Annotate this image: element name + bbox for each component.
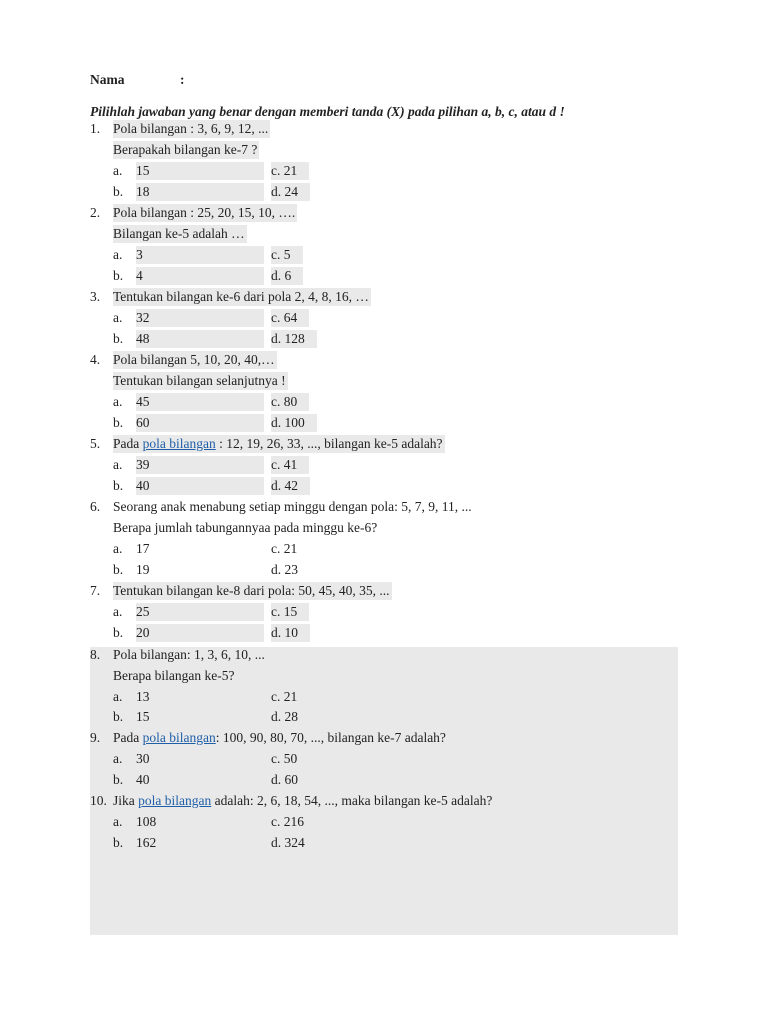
question-number: 1. — [90, 121, 101, 136]
option-c[interactable]: c. 21 — [271, 541, 298, 556]
option-a[interactable]: 3 — [136, 246, 264, 264]
nama-field — [90, 72, 185, 88]
question-text-post: : 100, 90, 80, 70, ..., bilangan ke-7 adalah? — [215, 730, 446, 745]
question-9-options-bd — [0, 771, 768, 789]
question-text: Pola bilangan : 25, 20, 15, 10, …. — [113, 205, 296, 220]
nama-label: Nama — [90, 72, 125, 87]
question-2-options-ac — [0, 246, 768, 264]
question-text-pre: Pada — [113, 436, 143, 451]
option-a[interactable]: 13 — [136, 689, 150, 704]
question-8 — [0, 646, 768, 664]
option-c[interactable]: c. 64 — [271, 309, 309, 327]
option-b-label: b. — [113, 562, 124, 577]
option-d[interactable]: d. 100 — [271, 414, 317, 432]
question-8-options-ac — [0, 688, 768, 706]
question-4 — [0, 351, 768, 369]
pola-bilangan-link[interactable]: pola bilangan — [142, 436, 216, 451]
question-1-line-2 — [0, 141, 768, 159]
option-b[interactable]: 19 — [136, 562, 150, 577]
option-d[interactable]: d. 128 — [271, 330, 317, 348]
option-b[interactable]: 40 — [136, 477, 264, 495]
question-10-options-bd — [0, 834, 768, 852]
question-3-options-ac — [0, 309, 768, 327]
question-5-options-ac — [0, 456, 768, 474]
option-b[interactable]: 60 — [136, 414, 264, 432]
question-8-line-2 — [0, 667, 768, 685]
option-c[interactable]: c. 41 — [271, 456, 309, 474]
option-c[interactable]: c. 15 — [271, 603, 309, 621]
question-3 — [0, 288, 768, 306]
option-c[interactable]: c. 21 — [271, 689, 298, 704]
pola-bilangan-link[interactable]: pola bilangan — [138, 793, 212, 808]
question-text: Seorang anak menabung setiap minggu dengan pola: 5, 7, 9, 11, ... — [113, 499, 472, 514]
option-c[interactable]: c. 50 — [271, 751, 298, 766]
option-b[interactable]: 20 — [136, 624, 264, 642]
option-a[interactable]: 17 — [136, 541, 150, 556]
question-number: 8. — [90, 647, 101, 662]
option-d[interactable]: d. 23 — [271, 562, 298, 577]
question-text — [113, 729, 448, 747]
option-a-label: a. — [113, 604, 123, 619]
question-9-options-ac — [0, 750, 768, 768]
option-b[interactable]: 162 — [136, 835, 157, 850]
question-number: 10. — [90, 793, 107, 808]
option-a[interactable]: 108 — [136, 814, 157, 829]
question-text: Bilangan ke-5 adalah … — [113, 226, 245, 241]
option-a[interactable]: 39 — [136, 456, 264, 474]
option-d[interactable]: d. 6 — [271, 267, 303, 285]
question-8-options-bd — [0, 708, 768, 726]
question-1-options-ac — [0, 162, 768, 180]
question-text: Pola bilangan: 1, 3, 6, 10, ... — [113, 647, 265, 662]
option-b-label: b. — [113, 835, 124, 850]
question-number: 7. — [90, 583, 101, 598]
question-text: Tentukan bilangan ke-6 dari pola 2, 4, 8, 16, … — [113, 289, 369, 304]
question-1-options-bd — [0, 183, 768, 201]
question-text: Pola bilangan : 3, 6, 9, 12, ... — [113, 121, 269, 136]
option-a-label: a. — [113, 457, 123, 472]
option-d[interactable]: d. 10 — [271, 624, 310, 642]
pola-bilangan-link[interactable]: pola bilangan — [142, 730, 216, 745]
option-a-label: a. — [113, 689, 123, 704]
option-b[interactable]: 40 — [136, 772, 150, 787]
question-text: Tentukan bilangan selanjutnya ! — [113, 373, 286, 388]
question-4-options-bd — [0, 414, 768, 432]
question-5-options-bd — [0, 477, 768, 495]
question-text-post: adalah: 2, 6, 18, 54, ..., maka bilangan ke-5 adalah? — [211, 793, 493, 808]
option-b[interactable]: 4 — [136, 267, 264, 285]
option-c[interactable]: c. 216 — [271, 814, 304, 829]
question-7 — [0, 582, 768, 600]
question-text: Pola bilangan 5, 10, 20, 40,… — [113, 352, 275, 367]
question-number: 9. — [90, 730, 101, 745]
option-d[interactable]: d. 24 — [271, 183, 310, 201]
option-a-label: a. — [113, 163, 123, 178]
question-4-options-ac — [0, 393, 768, 411]
option-c[interactable]: c. 21 — [271, 162, 309, 180]
option-b-label: b. — [113, 268, 124, 283]
question-7-options-bd — [0, 624, 768, 642]
question-text: Berapakah bilangan ke-7 ? — [113, 142, 258, 157]
question-text: Berapa bilangan ke-5? — [113, 668, 235, 683]
question-3-options-bd — [0, 330, 768, 348]
question-6 — [0, 498, 768, 516]
option-a[interactable]: 30 — [136, 751, 150, 766]
option-b-label: b. — [113, 184, 124, 199]
question-5 — [0, 435, 768, 453]
option-a[interactable]: 25 — [136, 603, 264, 621]
option-a-label: a. — [113, 247, 123, 262]
question-text-pre: Pada — [113, 730, 143, 745]
question-9 — [0, 729, 768, 747]
option-b[interactable]: 15 — [136, 709, 150, 724]
question-text — [113, 435, 445, 453]
option-c[interactable]: c. 80 — [271, 393, 309, 411]
option-b-label: b. — [113, 625, 124, 640]
option-a[interactable]: 32 — [136, 309, 264, 327]
option-a-label: a. — [113, 541, 123, 556]
option-b-label: b. — [113, 415, 124, 430]
question-6-options-ac — [0, 540, 768, 558]
option-a-label: a. — [113, 310, 123, 325]
question-text: Tentukan bilangan ke-8 dari pola: 50, 45, 40, 35, ... — [113, 583, 390, 598]
question-number: 2. — [90, 205, 101, 220]
question-2-options-bd — [0, 267, 768, 285]
question-number: 4. — [90, 352, 101, 367]
question-6-options-bd — [0, 561, 768, 579]
question-2 — [0, 204, 768, 222]
question-7-options-ac — [0, 603, 768, 621]
option-d[interactable]: d. 42 — [271, 477, 310, 495]
option-a-label: a. — [113, 814, 123, 829]
question-2-line-2 — [0, 225, 768, 243]
option-d[interactable]: d. 28 — [271, 709, 298, 724]
option-a-label: a. — [113, 751, 123, 766]
question-6-line-2 — [0, 519, 768, 537]
question-10 — [0, 792, 768, 810]
option-b-label: b. — [113, 772, 124, 787]
instruction-text: Pilihlah jawaban yang benar dengan memberi tanda (X) pada pilihan a, b, c, atau d ! — [90, 104, 565, 119]
question-text: Berapa jumlah tabungannyaa pada minggu ke-6? — [113, 520, 378, 535]
option-a[interactable]: 15 — [136, 162, 264, 180]
question-4-line-2 — [0, 372, 768, 390]
question-1 — [0, 120, 768, 138]
nama-colon: : — [180, 72, 185, 87]
option-c[interactable]: c. 5 — [271, 246, 303, 264]
question-10-options-ac — [0, 813, 768, 831]
option-b[interactable]: 18 — [136, 183, 264, 201]
question-text-post: : 12, 19, 26, 33, ..., bilangan ke-5 adalah? — [215, 436, 443, 451]
option-d[interactable]: d. 60 — [271, 772, 298, 787]
question-text-pre: Jika — [113, 793, 139, 808]
option-b-label: b. — [113, 331, 124, 346]
option-a-label: a. — [113, 394, 123, 409]
question-text — [113, 792, 494, 810]
question-number: 3. — [90, 289, 101, 304]
question-number: 5. — [90, 436, 101, 451]
option-b-label: b. — [113, 478, 124, 493]
option-a[interactable]: 45 — [136, 393, 264, 411]
option-b[interactable]: 48 — [136, 330, 264, 348]
question-number: 6. — [90, 499, 101, 514]
option-d[interactable]: d. 324 — [271, 835, 305, 850]
option-b-label: b. — [113, 709, 124, 724]
